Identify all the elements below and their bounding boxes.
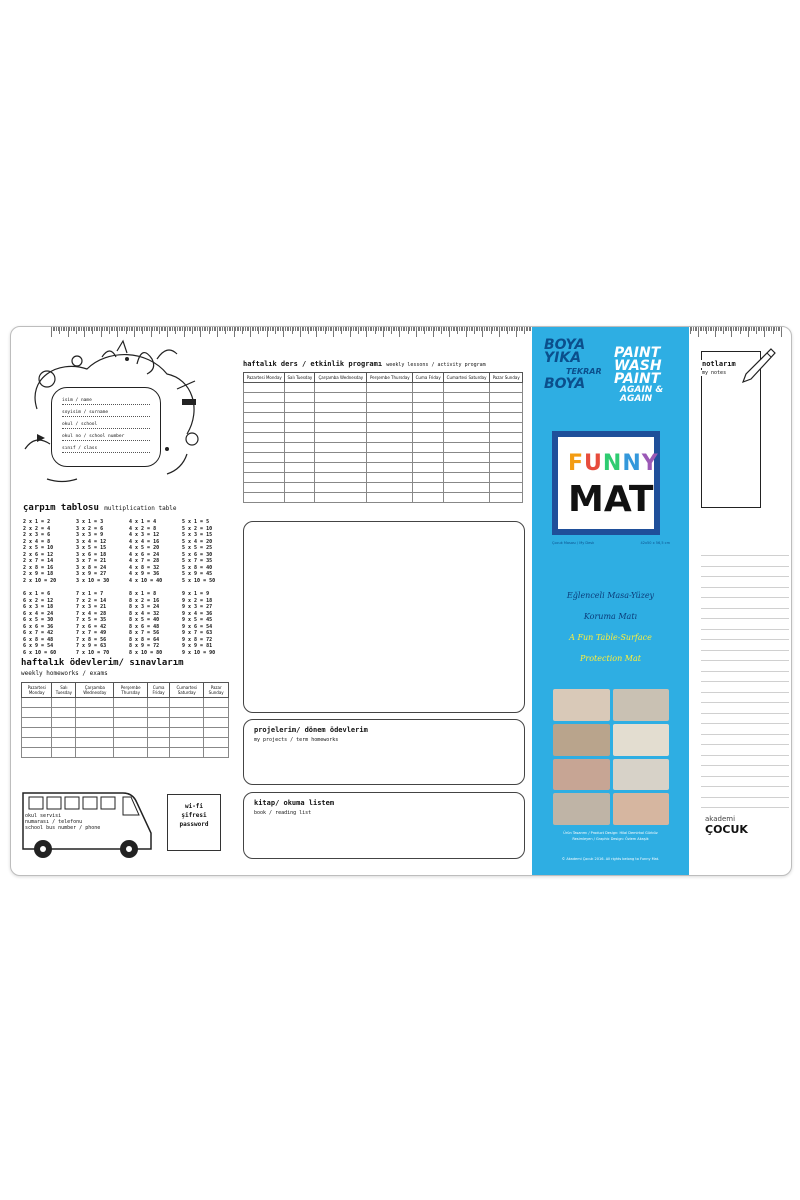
- table-row: [244, 403, 523, 413]
- table-cell[interactable]: [490, 383, 523, 393]
- table-cell[interactable]: [76, 718, 114, 728]
- homework-subtitle: weekly homeworks / exams: [21, 670, 108, 677]
- table-cell[interactable]: [52, 718, 76, 728]
- logo-letter: N: [602, 451, 623, 476]
- table-cell[interactable]: [490, 433, 523, 443]
- table-cell[interactable]: [22, 738, 52, 748]
- name-card-line: okul / school: [62, 422, 150, 429]
- desc-tr-1: Eğlenceli Masa-Yüzey: [566, 591, 655, 600]
- note-line: [701, 555, 789, 556]
- name-card: [51, 387, 161, 467]
- photo-7: [553, 793, 610, 825]
- note-line: [701, 671, 789, 672]
- table-cell[interactable]: [204, 748, 229, 758]
- table-cell[interactable]: [285, 393, 315, 403]
- table-cell[interactable]: [52, 738, 76, 748]
- table-cell[interactable]: [490, 443, 523, 453]
- wifi-line: wi-fi: [184, 803, 204, 810]
- table-cell[interactable]: [22, 708, 52, 718]
- table-cell[interactable]: [490, 423, 523, 433]
- day-header: Perşembe Thursday: [114, 683, 148, 698]
- table-cell[interactable]: [315, 383, 367, 393]
- table-cell[interactable]: [244, 463, 285, 473]
- table-cell[interactable]: [170, 718, 204, 728]
- table-cell[interactable]: [244, 443, 285, 453]
- reading-list-subtitle: book / reading list: [254, 810, 312, 816]
- table-cell[interactable]: [367, 413, 413, 423]
- note-line: [701, 713, 789, 714]
- table-row: [244, 493, 523, 503]
- table-cell[interactable]: [413, 483, 443, 493]
- table-cell[interactable]: [285, 453, 315, 463]
- slogan-tr: [544, 339, 602, 391]
- table-cell[interactable]: [22, 698, 52, 708]
- table-cell[interactable]: [22, 728, 52, 738]
- reading-list-title: kitap/ okuma listem: [254, 799, 335, 807]
- table-cell[interactable]: [244, 433, 285, 443]
- notes-subtitle: my notes: [702, 370, 727, 376]
- table-cell[interactable]: [367, 423, 413, 433]
- table-cell[interactable]: [443, 423, 489, 433]
- table-cell[interactable]: [490, 463, 523, 473]
- table-cell[interactable]: [413, 393, 443, 403]
- wifi-line: şifresi: [181, 812, 207, 819]
- table-cell[interactable]: [315, 463, 367, 473]
- table-cell[interactable]: [413, 383, 443, 393]
- table-cell[interactable]: [490, 403, 523, 413]
- table-cell[interactable]: [76, 708, 114, 718]
- table-cell[interactable]: [244, 423, 285, 433]
- logo-caption: Çocuk Masası / My Desk 42x50 x 56,5 cm: [552, 541, 670, 545]
- table-cell[interactable]: [244, 413, 285, 423]
- table-row: [22, 738, 229, 748]
- table-cell[interactable]: [367, 403, 413, 413]
- table-row: [22, 708, 229, 718]
- table-row: [244, 383, 523, 393]
- table-row: [22, 698, 229, 708]
- photo-3: [553, 724, 610, 756]
- table-row: [244, 483, 523, 493]
- note-line: [701, 566, 789, 567]
- table-row: [22, 728, 229, 738]
- day-header: Pazartesi Monday: [22, 683, 52, 698]
- table-cell[interactable]: [367, 433, 413, 443]
- table-cell[interactable]: [170, 708, 204, 718]
- table-cell[interactable]: [443, 463, 489, 473]
- photo-6: [613, 759, 670, 791]
- homework-title: haftalık ödevlerim/ sınavlarım: [21, 658, 184, 668]
- table-cell[interactable]: [443, 443, 489, 453]
- table-cell[interactable]: [367, 443, 413, 453]
- table-cell[interactable]: [244, 393, 285, 403]
- table-cell[interactable]: [367, 483, 413, 493]
- desc-en-1: A Fun Table-Surface: [569, 633, 652, 642]
- table-row: [244, 423, 523, 433]
- table-cell[interactable]: [285, 413, 315, 423]
- day-header: Perşembe Thursday: [367, 373, 413, 383]
- credits-1: Ürün Tasarımı / Product Design: Hilal Demirkol Gürbüz: [563, 831, 658, 835]
- table-cell[interactable]: [315, 393, 367, 403]
- table-cell[interactable]: [315, 473, 367, 483]
- projects-title: projelerim/ dönem ödevlerim: [254, 726, 368, 734]
- table-cell[interactable]: [367, 463, 413, 473]
- table-row: [244, 453, 523, 463]
- pencil-icon: [741, 345, 777, 385]
- table-cell[interactable]: [114, 728, 148, 738]
- table-cell[interactable]: [114, 738, 148, 748]
- table-cell[interactable]: [285, 383, 315, 393]
- day-header: Cuma Friday: [148, 683, 170, 698]
- note-line: [701, 765, 789, 766]
- note-line: [701, 723, 789, 724]
- notes-title: notlarım: [702, 360, 736, 368]
- table-row: [244, 393, 523, 403]
- slogan-tr-line: BOYA: [544, 376, 586, 392]
- logo-letter: N: [622, 451, 642, 476]
- bus-label-line: numarası / telefonu: [25, 819, 83, 825]
- table-cell[interactable]: [170, 728, 204, 738]
- photo-8: [613, 793, 670, 825]
- slogan-en-line: PAINT: [614, 371, 661, 387]
- table-cell[interactable]: [285, 473, 315, 483]
- table-cell[interactable]: [148, 708, 170, 718]
- table-cell[interactable]: [170, 748, 204, 758]
- day-header: Salı Tuesday: [52, 683, 76, 698]
- table-cell[interactable]: [148, 698, 170, 708]
- table-cell[interactable]: [52, 698, 76, 708]
- table-cell[interactable]: [490, 493, 523, 503]
- slogan-en: [614, 347, 663, 404]
- funny-mat-logo: [552, 431, 660, 535]
- multiplication-block: 9 x 1 = 9 9 x 2 = 18 9 x 3 = 27 9 x 4 = 36 9 x 5 = 45 9 x 6 = 54 9 x 7 = 63 9 x 8 = 72 9 x 9 = 81 9 x 10 = 90: [182, 591, 216, 656]
- slogan-tr-line: YIKA: [544, 350, 582, 366]
- table-cell[interactable]: [490, 473, 523, 483]
- name-card-line: soyisim / surname: [62, 410, 150, 417]
- day-header: Cumartesi Saturday: [443, 373, 489, 383]
- table-cell[interactable]: [443, 453, 489, 463]
- note-line: [701, 618, 789, 619]
- table-cell[interactable]: [413, 453, 443, 463]
- projects-subtitle: my projects / term homeworks: [254, 737, 339, 743]
- copyright: © Akademi Çocuk 2016. All rights belong to Funny Mat.: [561, 857, 660, 861]
- multiplication-title: çarpım tablosu multiplication table: [23, 503, 177, 513]
- product-panel: [532, 327, 689, 875]
- table-cell[interactable]: [443, 403, 489, 413]
- photo-1: [553, 689, 610, 721]
- photo-5: [553, 759, 610, 791]
- table-cell[interactable]: [148, 728, 170, 738]
- name-card-line: sınıf / class: [62, 446, 150, 453]
- logo-letter: F: [568, 451, 585, 476]
- table-cell[interactable]: [443, 413, 489, 423]
- slogan-en-line: WASH: [614, 358, 662, 374]
- projects-box[interactable]: [243, 719, 525, 785]
- table-cell[interactable]: [76, 728, 114, 738]
- table-row: [244, 433, 523, 443]
- table-cell[interactable]: [367, 383, 413, 393]
- table-cell[interactable]: [148, 738, 170, 748]
- note-line: [701, 692, 789, 693]
- note-line: [701, 744, 789, 745]
- table-cell[interactable]: [52, 748, 76, 758]
- table-cell[interactable]: [76, 748, 114, 758]
- note-line: [701, 650, 789, 651]
- table-row: [22, 718, 229, 728]
- table-cell[interactable]: [244, 493, 285, 503]
- table-cell[interactable]: [315, 493, 367, 503]
- note-line: [701, 797, 789, 798]
- multiplication-block: 7 x 1 = 7 7 x 2 = 14 7 x 3 = 21 7 x 4 = 28 7 x 5 = 35 7 x 6 = 42 7 x 7 = 49 7 x 8 = 56 7 x 9 = 63 7 x 10 = 70: [76, 591, 110, 656]
- funny-mat: [10, 326, 792, 876]
- table-cell[interactable]: [443, 393, 489, 403]
- table-cell[interactable]: [22, 748, 52, 758]
- table-cell[interactable]: [204, 728, 229, 738]
- table-cell[interactable]: [413, 433, 443, 443]
- slogan-tr-line: TEKRAR: [566, 367, 602, 376]
- multiplication-block: 2 x 1 = 2 2 x 2 = 4 2 x 3 = 6 2 x 4 = 8 2 x 5 = 10 2 x 6 = 12 2 x 7 = 14 2 x 8 = 16 2 x 9 = 18 2 x 10 = 20: [23, 519, 57, 584]
- right-notes-area: [691, 327, 791, 875]
- table-cell[interactable]: [285, 403, 315, 413]
- table-cell[interactable]: [443, 483, 489, 493]
- bus-label: [25, 813, 100, 831]
- note-line: [701, 702, 789, 703]
- logo-mat: MAT: [568, 479, 654, 520]
- note-line: [701, 786, 789, 787]
- day-header: Cumartesi Saturday: [170, 683, 204, 698]
- multiplication-block: 8 x 1 = 8 8 x 2 = 16 8 x 3 = 24 8 x 4 = 32 8 x 5 = 40 8 x 6 = 48 8 x 7 = 56 8 x 8 = 64 8 x 9 = 72 8 x 10 = 80: [129, 591, 163, 656]
- table-cell[interactable]: [315, 423, 367, 433]
- table-cell[interactable]: [244, 383, 285, 393]
- reading-list-box[interactable]: [243, 792, 525, 859]
- day-header: Çarşamba Wednesday: [76, 683, 114, 698]
- desc-en-2: Protection Mat: [580, 654, 641, 663]
- table-row: [244, 473, 523, 483]
- table-cell[interactable]: [244, 483, 285, 493]
- slogan-tr-line: BOYA: [544, 337, 586, 353]
- credits-2: Resimleyen / Graphic Design: Özlem Akaşik: [572, 837, 649, 841]
- desc-tr-2: Koruma Matı: [583, 612, 638, 621]
- table-cell[interactable]: [204, 698, 229, 708]
- note-line: [701, 776, 789, 777]
- slogan-en-line: PAINT: [614, 345, 661, 361]
- table-cell[interactable]: [413, 423, 443, 433]
- table-cell[interactable]: [413, 473, 443, 483]
- logo-letter: U: [584, 451, 603, 476]
- table-cell[interactable]: [367, 493, 413, 503]
- table-cell[interactable]: [315, 443, 367, 453]
- note-line: [701, 576, 789, 577]
- table-row: [244, 413, 523, 423]
- table-cell[interactable]: [22, 718, 52, 728]
- table-cell[interactable]: [315, 403, 367, 413]
- table-cell[interactable]: [244, 403, 285, 413]
- weekly-program-title: haftalık ders / etkinlik programı weekly lessons / activity program: [243, 360, 486, 368]
- note-line: [701, 597, 789, 598]
- table-row: [244, 463, 523, 473]
- table-row: [244, 443, 523, 453]
- slogan-en-line: AGAIN: [620, 394, 653, 404]
- table-cell[interactable]: [285, 483, 315, 493]
- day-header: Pazar Sunday: [490, 373, 523, 383]
- multiplication-block: 4 x 1 = 4 4 x 2 = 8 4 x 3 = 12 4 x 4 = 16 4 x 5 = 20 4 x 6 = 24 4 x 7 = 28 4 x 8 = 32 4 x 9 = 36 4 x 10 = 40: [129, 519, 163, 584]
- table-cell[interactable]: [315, 413, 367, 423]
- day-header: Çarşamba Wednesday: [315, 373, 367, 383]
- table-cell[interactable]: [443, 493, 489, 503]
- table-cell[interactable]: [315, 483, 367, 493]
- table-cell[interactable]: [148, 718, 170, 728]
- wifi-password-note: [167, 794, 221, 851]
- multiplication-block: 6 x 1 = 6 6 x 2 = 12 6 x 3 = 18 6 x 4 = 24 6 x 5 = 30 6 x 6 = 36 6 x 7 = 42 6 x 8 = 48 6 x 9 = 54 6 x 10 = 60: [23, 591, 57, 656]
- table-cell[interactable]: [170, 738, 204, 748]
- note-line: [701, 629, 789, 630]
- photo-4: [613, 724, 670, 756]
- note-line: [701, 608, 789, 609]
- table-cell[interactable]: [490, 393, 523, 403]
- table-cell[interactable]: [52, 728, 76, 738]
- note-line: [701, 660, 789, 661]
- day-header: Cuma Friday: [413, 373, 443, 383]
- table-cell[interactable]: [413, 403, 443, 413]
- table-cell[interactable]: [367, 393, 413, 403]
- table-cell[interactable]: [413, 443, 443, 453]
- table-cell[interactable]: [490, 483, 523, 493]
- slogan-en-line: AGAIN &: [620, 385, 664, 395]
- table-cell[interactable]: [204, 708, 229, 718]
- note-line: [701, 587, 789, 588]
- table-row: [22, 748, 229, 758]
- homework-table: [21, 682, 229, 758]
- akademi-cocuk-logo: akademi ÇOCUK: [705, 815, 748, 836]
- table-cell[interactable]: [367, 453, 413, 463]
- table-cell[interactable]: [443, 433, 489, 443]
- table-cell[interactable]: [52, 708, 76, 718]
- table-cell[interactable]: [76, 738, 114, 748]
- multiplication-block: 5 x 1 = 5 5 x 2 = 10 5 x 3 = 15 5 x 4 = 20 5 x 5 = 25 5 x 6 = 30 5 x 7 = 35 5 x 8 = 40 5 x 9 = 45 5 x 10 = 50: [182, 519, 216, 584]
- note-line: [701, 755, 789, 756]
- note-line: [701, 734, 789, 735]
- table-cell[interactable]: [204, 718, 229, 728]
- table-cell[interactable]: [285, 423, 315, 433]
- table-cell[interactable]: [285, 493, 315, 503]
- table-cell[interactable]: [443, 383, 489, 393]
- day-header: Pazar Sunday: [204, 683, 229, 698]
- note-line: [701, 639, 789, 640]
- table-cell[interactable]: [244, 453, 285, 463]
- table-cell[interactable]: [285, 463, 315, 473]
- note-line: [701, 807, 789, 808]
- note-line: [701, 681, 789, 682]
- bus-label-line: okul servisi: [25, 813, 62, 819]
- table-cell[interactable]: [413, 493, 443, 503]
- table-cell[interactable]: [114, 748, 148, 758]
- table-cell[interactable]: [443, 473, 489, 483]
- table-cell[interactable]: [170, 698, 204, 708]
- bus-label-line: school bus number / phone: [25, 825, 101, 831]
- table-cell[interactable]: [114, 708, 148, 718]
- drawing-area[interactable]: [243, 521, 525, 713]
- photo-2: [613, 689, 670, 721]
- day-header: Pazartesi Monday: [244, 373, 285, 383]
- table-cell[interactable]: [490, 413, 523, 423]
- table-cell[interactable]: [114, 718, 148, 728]
- weekly-program-table: [243, 372, 523, 503]
- table-cell[interactable]: [285, 443, 315, 453]
- table-cell[interactable]: [413, 413, 443, 423]
- table-cell[interactable]: [315, 433, 367, 443]
- logo-letter: Y: [641, 451, 659, 476]
- table-cell[interactable]: [367, 473, 413, 483]
- table-cell[interactable]: [244, 473, 285, 483]
- wifi-line: password: [179, 821, 209, 828]
- name-card-line: isim / name: [62, 398, 150, 405]
- table-cell[interactable]: [114, 698, 148, 708]
- table-cell[interactable]: [315, 453, 367, 463]
- table-cell[interactable]: [204, 738, 229, 748]
- table-cell[interactable]: [285, 433, 315, 443]
- table-cell[interactable]: [76, 698, 114, 708]
- multiplication-block: 3 x 1 = 3 3 x 2 = 6 3 x 3 = 9 3 x 4 = 12 3 x 5 = 15 3 x 6 = 18 3 x 7 = 21 3 x 8 = 24 3 x 9 = 27 3 x 10 = 30: [76, 519, 110, 584]
- logo-funny: [568, 451, 659, 476]
- table-cell[interactable]: [413, 463, 443, 473]
- product-photos: [553, 689, 669, 825]
- table-cell[interactable]: [148, 748, 170, 758]
- name-card-line: okul no / school number: [62, 434, 150, 441]
- table-cell[interactable]: [490, 453, 523, 463]
- day-header: Salı Tuesday: [285, 373, 315, 383]
